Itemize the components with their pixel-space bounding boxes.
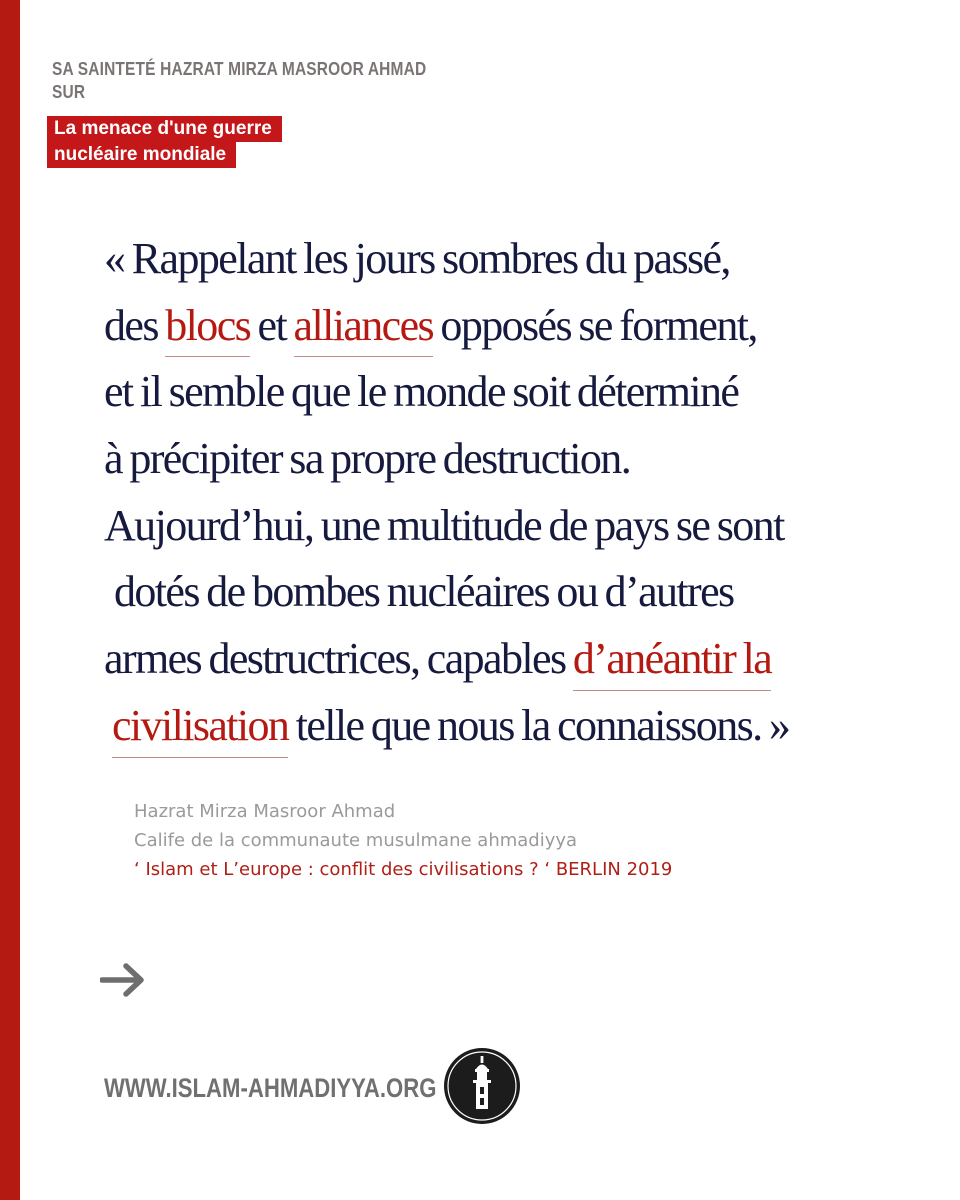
quote-text: « Rappelant les jours sombres du passé, bbox=[104, 234, 730, 283]
quote-text: à précipiter sa propre destruction. bbox=[104, 434, 631, 484]
attribution bbox=[134, 797, 672, 884]
quote-text: dotés de bombes nucléaires ou d’autres bbox=[114, 567, 734, 617]
quote-line bbox=[104, 293, 904, 360]
quote-text: telle que nous la connaissons. » bbox=[288, 700, 790, 750]
quote-text: des bbox=[104, 300, 166, 350]
quote-text: opposés se forment, bbox=[433, 300, 757, 350]
quote-line bbox=[104, 626, 904, 693]
header-subtitle: SUR bbox=[52, 82, 86, 102]
highlight-civilisation: civilisation bbox=[112, 693, 288, 760]
arrow-right-icon[interactable] bbox=[100, 960, 148, 1000]
website-link[interactable]: WWW.ISLAM-AHMADIYYA.ORG bbox=[104, 1073, 437, 1103]
quote-line bbox=[104, 359, 904, 426]
quote-line bbox=[104, 559, 904, 626]
highlight-blocs: blocs bbox=[165, 293, 250, 360]
attribution-name: Hazrat Mirza Masroor Ahmad bbox=[134, 801, 396, 822]
minaret-logo-icon bbox=[443, 1047, 521, 1125]
quote-text: et il semble que le monde soit déterminé bbox=[104, 367, 739, 417]
quote-text: Aujourd’hui, une multitude de pays se sont bbox=[104, 500, 784, 550]
highlight-aneantir: d’anéantir la bbox=[573, 626, 771, 693]
header bbox=[52, 58, 487, 104]
quote-line bbox=[104, 426, 904, 493]
quote-line bbox=[104, 226, 904, 293]
quote-line bbox=[104, 693, 904, 760]
topic-tag-line1: La menace d'une guerre bbox=[47, 116, 282, 142]
quote-line bbox=[104, 493, 904, 560]
topic-tag-line2: nucléaire mondiale bbox=[47, 142, 236, 168]
quote-text: armes destructrices, capables bbox=[104, 634, 573, 684]
header-title: SA SAINTETÉ HAZRAT MIRZA MASROOR AHMAD bbox=[52, 59, 427, 79]
quote-block bbox=[104, 226, 904, 760]
attribution-title: Calife de la communaute musulmane ahmadiyya bbox=[134, 830, 578, 851]
attribution-source: ‘ Islam et L’europe : conflit des civilisations ? ‘ BERLIN 2019 bbox=[134, 859, 673, 880]
highlight-alliances: alliances bbox=[294, 293, 434, 360]
quote-text: et bbox=[250, 300, 294, 350]
left-accent-bar bbox=[0, 0, 20, 1200]
